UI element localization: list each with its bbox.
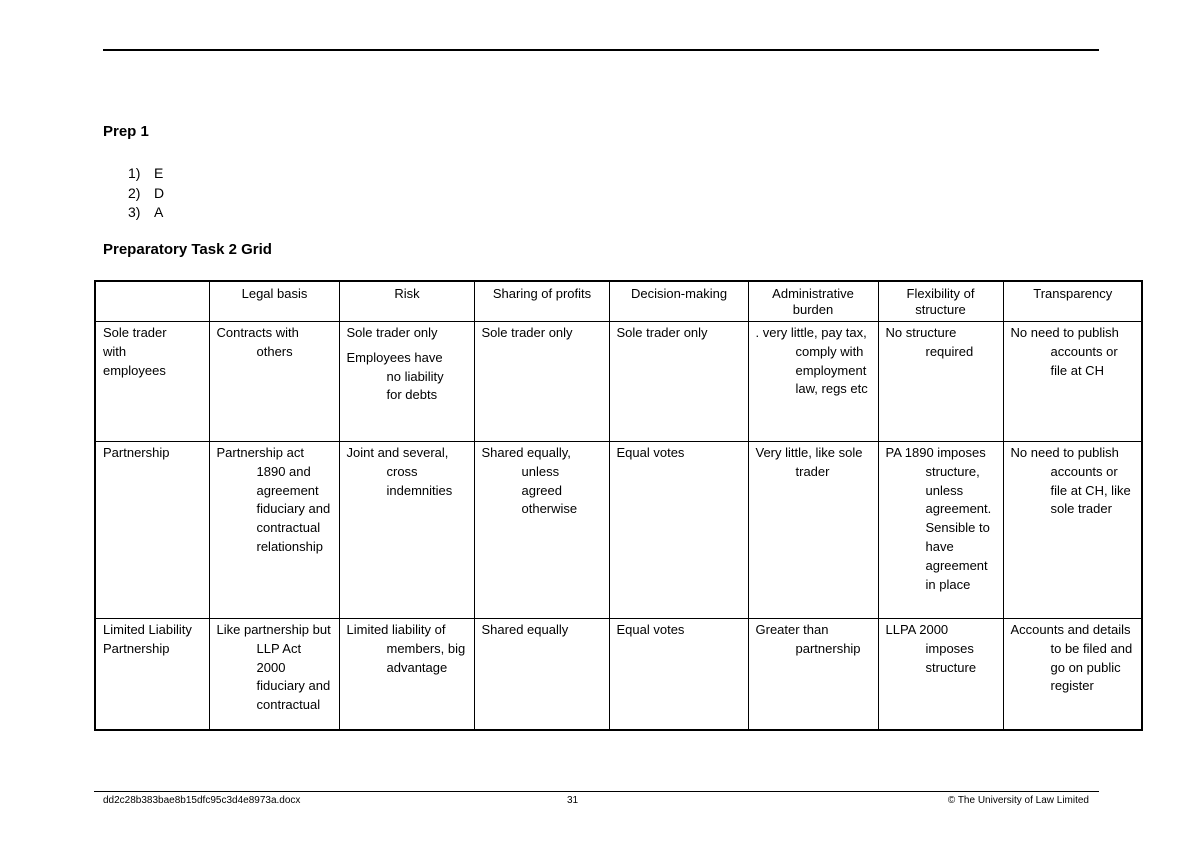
cell-risk: Sole trader only Employees have no liability for debts (339, 322, 474, 442)
cell-admin: . very little, pay tax, comply with employment law, regs etc (748, 322, 878, 442)
cell-legal-basis: Contracts with others (209, 322, 339, 442)
column-header: Decision-making (609, 281, 748, 322)
column-header: Transparency (1003, 281, 1142, 322)
column-header: Administrative burden (748, 281, 878, 322)
cell-flexibility: No structure required (878, 322, 1003, 442)
footer-rule (94, 791, 1099, 792)
cell-decision: Equal votes (609, 619, 748, 730)
cell-legal-basis: Partnership act 1890 and agreement fiduciary and contractual relationship (209, 442, 339, 619)
row-label: Limited Liability Partnership (95, 619, 209, 730)
table-row (95, 619, 1142, 730)
cell-sharing: Sole trader only (474, 322, 609, 442)
cell-sharing: Shared equally (474, 619, 609, 730)
cell-transparency: Accounts and details to be filed and go on public register (1003, 619, 1142, 730)
prep1-heading: Prep 1 (103, 123, 149, 140)
column-header: Flexibility of structure (878, 281, 1003, 322)
cell-admin: Very little, like sole trader (748, 442, 878, 619)
table-header-row (95, 281, 1142, 322)
cell-decision: Equal votes (609, 442, 748, 619)
row-label: Partnership (95, 442, 209, 619)
table-row (95, 322, 1142, 442)
cell-legal-basis: Like partnership but LLP Act 2000 fiduciary and contractual (209, 619, 339, 730)
cell-admin: Greater than partnership (748, 619, 878, 730)
column-header: Risk (339, 281, 474, 322)
cell-risk: Joint and several, cross indemnities (339, 442, 474, 619)
cell-transparency: No need to publish accounts or file at CH, like sole trader (1003, 442, 1142, 619)
cell-transparency: No need to publish accounts or file at CH (1003, 322, 1142, 442)
column-header: Legal basis (209, 281, 339, 322)
answer-item: 3) A (128, 204, 164, 220)
answer-item: 1) E (128, 165, 164, 181)
cell-sharing: Shared equally, unless agreed otherwise (474, 442, 609, 619)
header-rule (103, 49, 1099, 51)
footer-filename: dd2c28b383bae8b15dfc95c3d4e8973a.docx (103, 795, 301, 806)
cell-risk: Limited liability of members, big advantage (339, 619, 474, 730)
comparison-table (94, 280, 1143, 731)
column-header (95, 281, 209, 322)
footer-copyright: © The University of Law Limited (947, 795, 1089, 806)
footer-page-number: 31 (567, 795, 579, 806)
cell-decision: Sole trader only (609, 322, 748, 442)
task2-heading: Preparatory Task 2 Grid (103, 241, 272, 258)
cell-flexibility: LLPA 2000 imposes structure (878, 619, 1003, 730)
cell-flexibility: PA 1890 imposes structure, unless agreement. Sensible to have agreement in place (878, 442, 1003, 619)
prep1-answer-list (128, 164, 164, 223)
column-header: Sharing of profits (474, 281, 609, 322)
table-row (95, 442, 1142, 619)
answer-item: 2) D (128, 184, 165, 201)
row-label: Sole trader with employees (95, 322, 209, 442)
